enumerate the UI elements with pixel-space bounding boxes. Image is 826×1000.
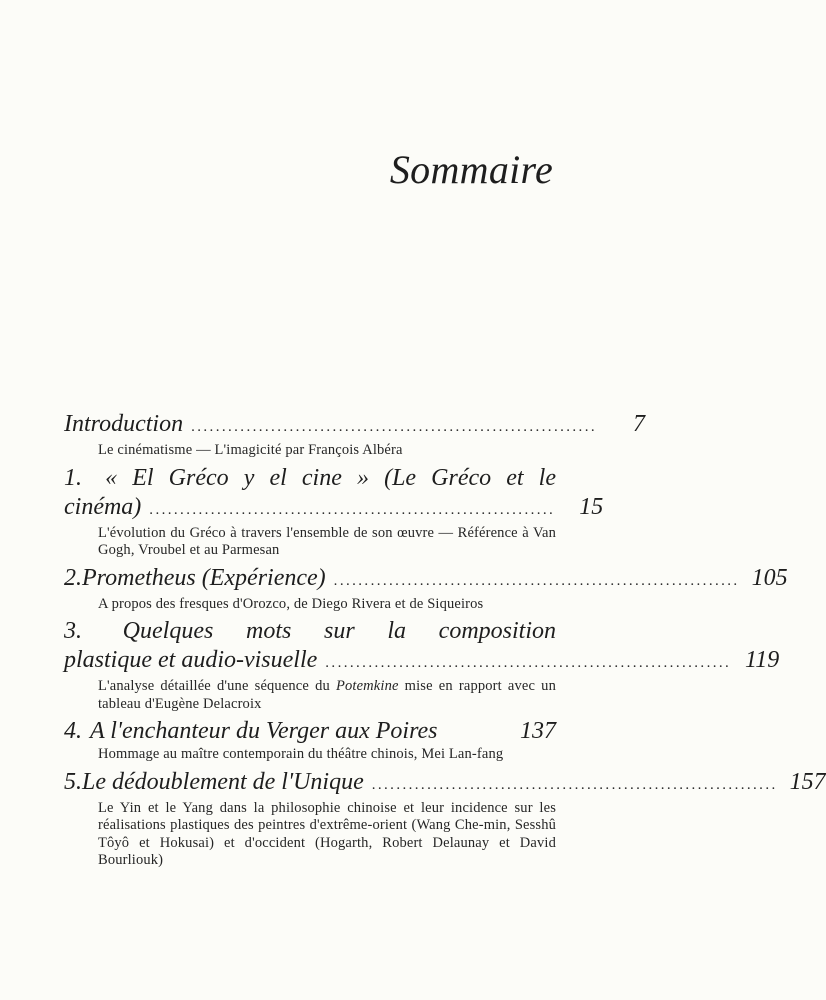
toc-entry-title: Introduction — [64, 411, 184, 437]
toc-entry-heading[interactable] — [64, 464, 604, 525]
toc-entry-number: 2. — [64, 564, 82, 591]
toc-entry-heading[interactable] — [64, 617, 780, 678]
toc-entry-page: 157 — [789, 768, 826, 795]
toc-entry-title-line: plastique et audio-visuelle — [64, 647, 318, 673]
toc-entry-title-line: « El Gréco y el cine » (Le Gréco et le — [105, 464, 557, 491]
toc-entry-heading[interactable] — [64, 564, 788, 596]
toc-entry-description: Le cinématisme — L'imagicité par François Albéra — [98, 442, 403, 458]
toc-entry-heading[interactable] — [64, 410, 646, 442]
toc-entry-number: 3. — [64, 618, 82, 644]
page-title: Sommaire — [389, 147, 553, 192]
dot-leader: .................................................................. — [333, 572, 740, 589]
description-text: L'analyse détaillée d'une séquence du — [98, 678, 337, 694]
toc-entry-3 — [64, 617, 780, 713]
toc-entry-number: 4. — [64, 718, 82, 744]
dot-leader: .................................................................. — [149, 501, 556, 518]
toc-entry-title: Prometheus (Expérience) — [82, 564, 326, 591]
toc-entry-page: 15 — [579, 493, 604, 520]
toc-entry-number: 1. — [64, 464, 82, 491]
toc-entry-title: A l'enchanteur du Verger aux Poires — [90, 718, 438, 744]
toc-entry-description: L'évolution du Gréco à travers l'ensemble de son œuvre — Référence à Van Gogh, Vroubel et au Parmesan — [98, 524, 556, 558]
toc-entry-5 — [64, 768, 826, 870]
table-of-contents — [64, 410, 826, 874]
toc-entry-page: 7 — [633, 411, 646, 437]
toc-entry-1 — [64, 464, 604, 560]
toc-entry-number: 5. — [64, 768, 82, 795]
toc-entry-title-line: Quelques mots sur la composition — [122, 618, 556, 644]
toc-entry-title: Le dédoublement de l'Unique — [82, 768, 364, 795]
toc-entry-heading[interactable] — [64, 768, 826, 800]
toc-entry-introduction — [64, 410, 646, 460]
dot-leader: .................................................................. — [371, 776, 778, 793]
dot-leader: .................................................................. — [191, 419, 598, 435]
toc-entry-page: 137 — [520, 718, 556, 744]
toc-entry-2 — [64, 564, 788, 614]
toc-entry-description — [64, 678, 556, 713]
description-text: mise en rapport avec un tableau d'Eugène Delacroix — [98, 678, 556, 712]
toc-entry-page: 105 — [751, 564, 788, 591]
toc-entry-description: A propos des fresques d'Orozco, de Diego Rivera et de Siqueiros — [98, 595, 484, 612]
toc-entry-description: Le Yin et le Yang dans la philosophie chinoise et leur incidence sur les réalisations plastiques des peintres d'extrême-orient (Wang Che-min, Sesshû Tôyô et Hokusai) et d'occident (Hogarth, Robert Delaunay et David Bourliouk) — [98, 799, 556, 868]
film-title: Potemkine — [336, 678, 399, 694]
toc-entry-4 — [64, 717, 556, 764]
toc-entry-page: 119 — [744, 647, 780, 673]
toc-entry-heading[interactable] — [64, 717, 556, 746]
toc-entry-description: Hommage au maître contemporain du théâtre chinois, Mei Lan-fang — [98, 746, 504, 762]
dot-leader: .................................................................. — [325, 655, 732, 671]
toc-entry-title-line: cinéma) — [64, 493, 142, 520]
